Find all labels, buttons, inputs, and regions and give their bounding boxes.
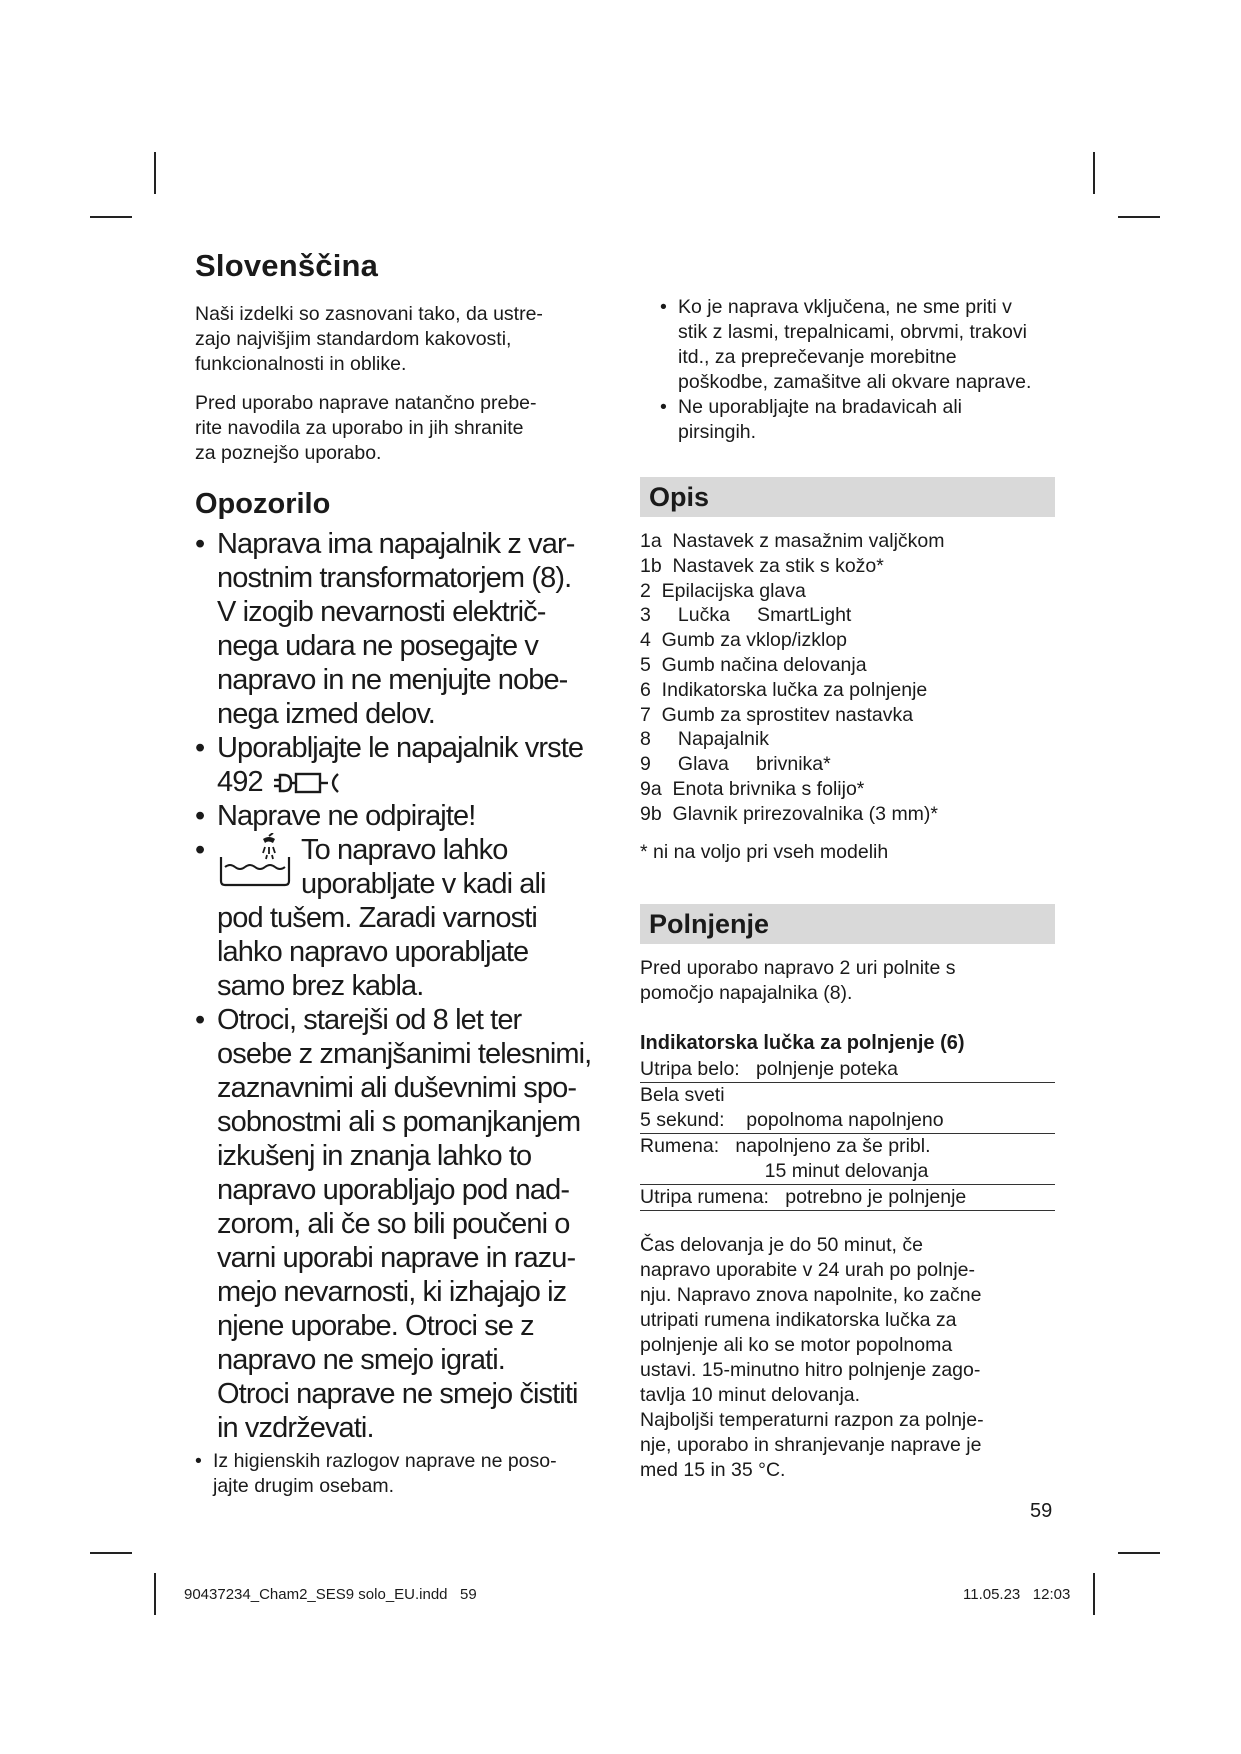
- parts-list-item: 9a Enota brivnika s folijo*: [640, 777, 865, 800]
- crop-mark-bottom-left-v: [154, 1573, 156, 1615]
- footer-file-info: 90437234_Cham2_SES9 solo_EU.indd 59: [184, 1586, 477, 1603]
- parts-list-item: 2 Epilacijska glava: [640, 579, 806, 602]
- table-row: Bela sveti: [640, 1083, 725, 1106]
- left-column: [195, 248, 615, 1499]
- crop-mark-bottom-left-h: [90, 1552, 132, 1554]
- parts-list-item: 3 Lučka SmartLight: [640, 604, 852, 627]
- right-column: [640, 295, 1055, 1497]
- indicator-table: [640, 1057, 1055, 1211]
- parts-list-item: 1a Nastavek z masažnim valjčkom: [640, 530, 945, 552]
- section-heading-polnjenje: Polnjenje: [640, 904, 1055, 944]
- crop-mark-top-left-h: [90, 216, 132, 218]
- small-warning-item: • Iz higienskih razlogov naprave ne poso- jajte drugim osebam.: [195, 1450, 557, 1497]
- warning-item-4: • To napravo lahko uporabljate v kadi ali pod tušem. Zaradi varnosti lahko napravo uporabljate samo brez kabla.: [195, 834, 546, 1002]
- table-row: Utripa rumena: potrebno je polnjenje: [640, 1185, 1055, 1211]
- parts-list-item: 8 Napajalnik: [640, 728, 769, 751]
- page-number: 59: [1030, 1500, 1053, 1522]
- warning-item-5: • Otroci, starejši od 8 let ter osebe z zmanjšanimi telesnimi, zaznavnimi ali duševnimi spo- sobnostmi ali s pomanjkanjem izkušenj in znanja lahko to napravo uporabljajo pod nad- zorom, ali če so bili poučeni o varni uporabi naprave in razu- mejo nevarnosti, ki izhajajo iz njene uporabe. Otroci se z napravo ne smejo igrati. Otroci naprave ne smejo čistiti in vzdrževati.: [195, 1004, 592, 1444]
- parts-list-item: 9b Glavnik prirezovalnika (3 mm)*: [640, 802, 939, 825]
- footer-date-time: 11.05.23 12:03: [963, 1586, 1071, 1603]
- table-row: Rumena: napolnjeno za še pribl.: [640, 1134, 931, 1157]
- warning-list: [195, 527, 615, 1445]
- parts-list-item: 6 Indikatorska lučka za polnjenje: [640, 678, 928, 701]
- parts-list-item: 7 Gumb za sprostitev nastavka: [640, 703, 914, 726]
- parts-list-item: 5 Gumb načina delovanja: [640, 653, 867, 676]
- warning-item-2: • Uporabljajte le napajalnik vrste 492: [195, 732, 584, 798]
- parts-list-item: 9 Glava brivnika*: [640, 753, 831, 776]
- crop-mark-top-right-v: [1093, 152, 1095, 194]
- charging-details: Čas delovanja je do 50 minut, če napravo uporabite v 24 urah po polnje- nju. Napravo znova napolnite, ko začne utripati rumena indikatorska lučka za polnjenje ali ko se motor popolnoma ustavi. 15-minutno hitro polnjenje zago- tavlja 10 minut delovanja. Najboljši temperaturni razpon za polnje- nje, uporabo in shranjevanje naprave je med 15 in 35 °C.: [640, 1233, 984, 1481]
- parts-list-item: 4 Gumb za vklop/izklop: [640, 629, 848, 652]
- table-row: 15 minut delovanja: [640, 1159, 1055, 1185]
- crop-mark-bottom-right-v: [1093, 1573, 1095, 1615]
- warning-heading: Opozorilo: [195, 488, 331, 520]
- charging-intro: Pred uporabo napravo 2 uri polnite s pomočjo napajalnika (8).: [640, 956, 956, 1004]
- parts-footnote: * ni na voljo pri vseh modelih: [640, 840, 889, 863]
- crop-mark-top-right-h: [1118, 216, 1160, 218]
- table-row: 5 sekund: popolnoma napolnjeno: [640, 1108, 1055, 1134]
- page-title: Slovenščina: [195, 248, 379, 283]
- bathtub-shower-icon: [217, 833, 297, 893]
- warning-item-3: • Naprave ne odpirajte!: [195, 800, 476, 832]
- intro-paragraph-2: Pred uporabo naprave natančno prebe- rite navodila za uporabo in jih shranite za poznejšo uporabo.: [195, 392, 537, 464]
- parts-list-item: 1b Nastavek za stik s kožo*: [640, 554, 884, 577]
- indicator-table-title: Indikatorska lučka za polnjenje (6): [640, 1031, 965, 1054]
- power-supply-plug-icon: [274, 770, 342, 796]
- table-row: Utripa belo: polnjenje poteka: [640, 1057, 1055, 1083]
- small-warning-list: [195, 1449, 615, 1499]
- section-heading-opis: Opis: [640, 477, 1055, 517]
- right-bullet-2: • Ne uporabljajte na bradavicah ali pirsingih.: [660, 396, 963, 443]
- right-bullet-1: • Ko je naprava vključena, ne sme priti v stik z lasmi, trepalnicami, obrvmi, trakovi itd., za preprečevanje morebitne poškodbe, zamašitve ali okvare naprave.: [660, 296, 1032, 393]
- right-bullet-list: [660, 295, 1055, 445]
- parts-list: [640, 529, 1055, 827]
- crop-mark-top-left-v: [154, 152, 156, 194]
- warning-item-1: • Naprava ima napajalnik z var- nostnim transformatorjem (8). V izogib nevarnosti električ- nega udara ne posegajte v napravo in ne menjujte nobe- nega izmed delov.: [195, 528, 575, 730]
- intro-paragraph-1: Naši izdelki so zasnovani tako, da ustre- zajo najvišjim standardom kakovosti, funkcionalnosti in oblike.: [195, 303, 543, 375]
- crop-mark-bottom-right-h: [1118, 1552, 1160, 1554]
